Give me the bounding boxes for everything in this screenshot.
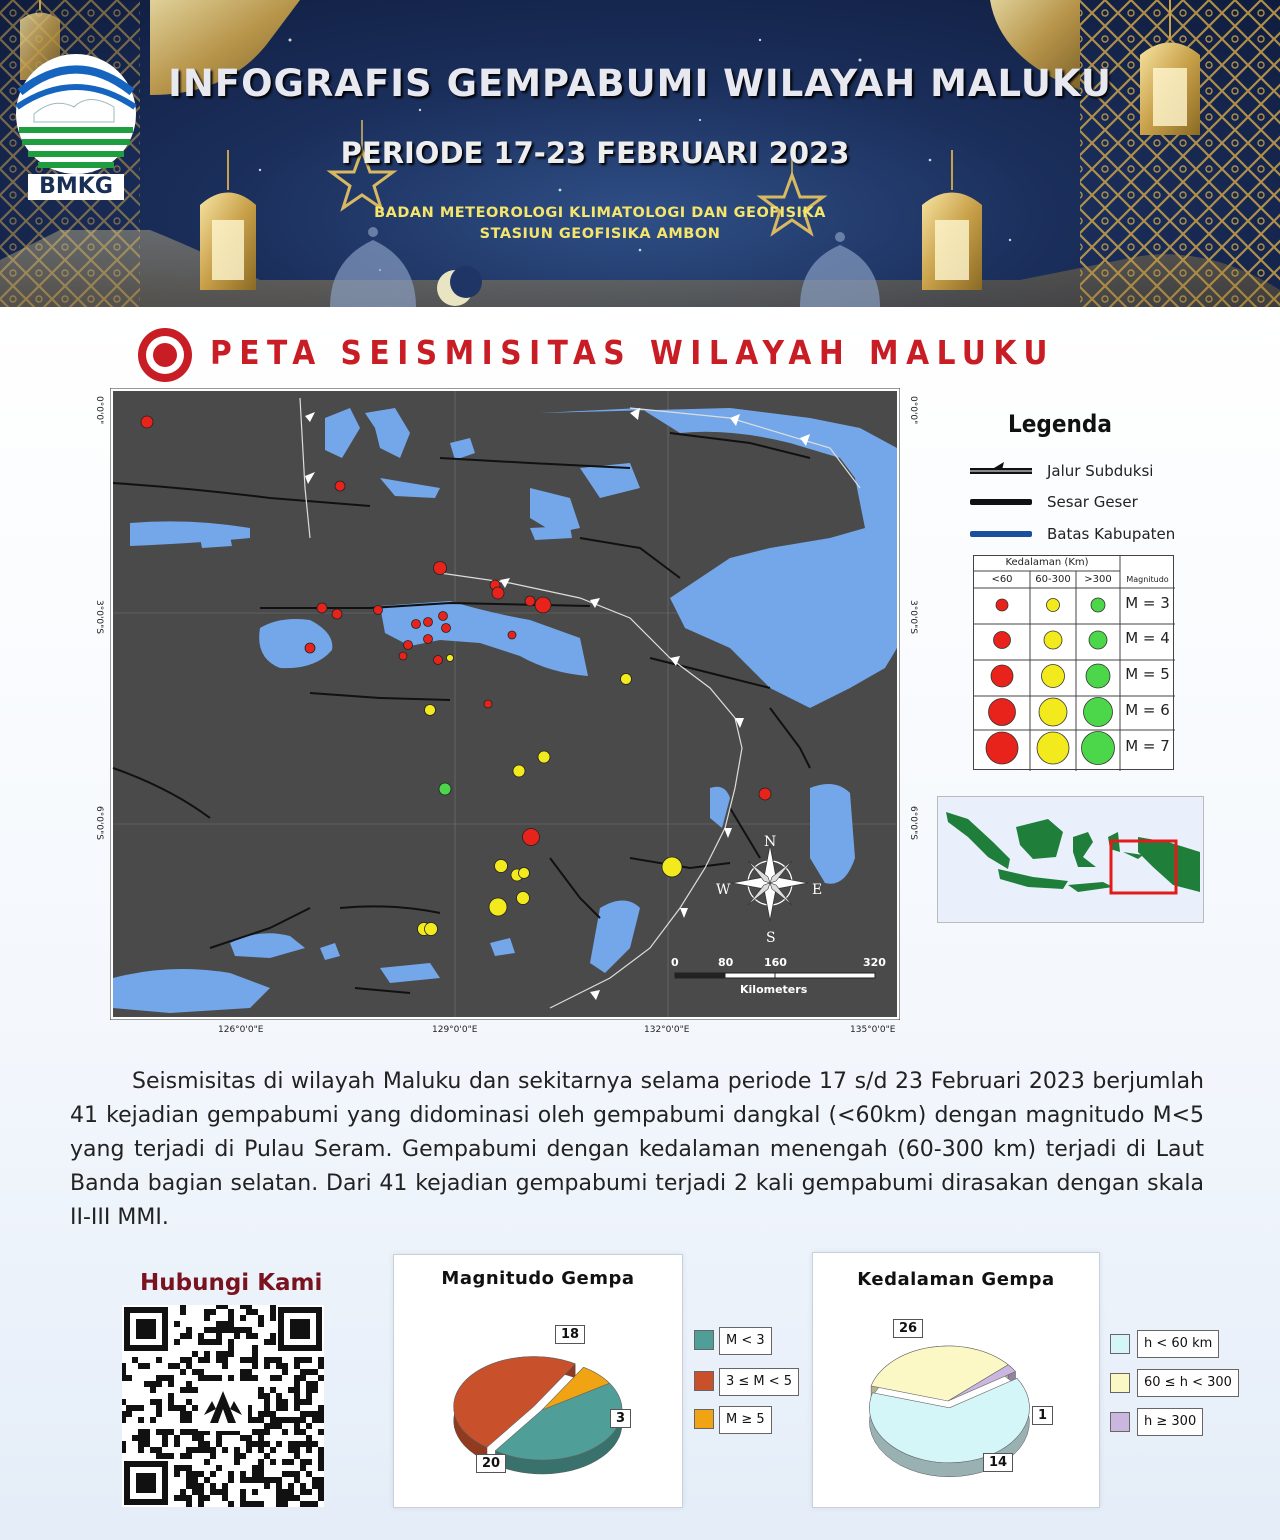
map-canvas bbox=[110, 388, 900, 1020]
qr-code[interactable] bbox=[122, 1305, 324, 1507]
lon-label-132: 132°0'0"E bbox=[644, 1025, 690, 1035]
mag-row-7: M = 7 bbox=[1125, 737, 1170, 755]
epicenter-intermediate bbox=[513, 765, 525, 777]
legend-item-subduction bbox=[970, 462, 1154, 484]
epicenter-shallow bbox=[399, 652, 407, 660]
legend-label-h-60-300: 60 ≤ h < 300 bbox=[1137, 1369, 1239, 1397]
legend-label-fault: Sesar Geser bbox=[1047, 493, 1138, 511]
epicenter-shallow bbox=[404, 641, 413, 650]
scale-tick-0: 0 bbox=[671, 956, 679, 969]
scale-tick-320: 320 bbox=[863, 956, 886, 969]
epicenter-shallow bbox=[374, 606, 383, 615]
compass-north: N bbox=[764, 834, 777, 850]
pie2-value-2: 1 bbox=[1032, 1406, 1053, 1425]
epicenter-intermediate bbox=[425, 705, 436, 716]
epicenter-shallow bbox=[535, 597, 551, 613]
lon-label-126: 126°0'0"E bbox=[218, 1025, 264, 1035]
epicenter-shallow bbox=[434, 562, 447, 575]
epicenter-shallow bbox=[305, 643, 315, 653]
epicenter-shallow bbox=[525, 596, 535, 606]
epicenter-intermediate bbox=[517, 892, 530, 905]
legend-label-boundary: Batas Kabupaten bbox=[1047, 525, 1176, 543]
legend-item-boundary bbox=[970, 525, 1176, 547]
epicenter-shallow bbox=[523, 829, 540, 846]
epicenter-intermediate bbox=[519, 868, 530, 879]
logo-text: BMKG bbox=[39, 174, 113, 199]
inset-map-canvas bbox=[938, 797, 1205, 924]
lat-label-3-left: 3°0'0"S bbox=[94, 600, 104, 635]
legend-item-fault bbox=[970, 493, 1138, 515]
depth-col-intermediate: 60-300 bbox=[1035, 574, 1071, 585]
lon-label-135: 135°0'0"E bbox=[850, 1025, 896, 1035]
mag-row-5: M = 5 bbox=[1125, 665, 1170, 683]
legend-label-subduction: Jalur Subduksi bbox=[1047, 462, 1154, 480]
epicenter-deep bbox=[439, 783, 451, 795]
pie2-value-1: 14 bbox=[983, 1453, 1013, 1472]
lat-label-0-right: 0°0'0" bbox=[908, 396, 918, 425]
mag-row-3: M = 3 bbox=[1125, 594, 1170, 612]
page-title: INFOGRAFIS GEMPABUMI WILAYAH MALUKU bbox=[168, 62, 1112, 105]
lat-label-0-left: 0°0'0" bbox=[94, 396, 104, 425]
subduction-symbol bbox=[970, 462, 1032, 480]
magnitude-pie-title: Magnitudo Gempa bbox=[441, 1268, 635, 1289]
summary-paragraph: Seismisitas di wilayah Maluku dan sekitarnya selama periode 17 s/d 23 Februari 2023 berjumlah 41 kejadian gempabumi yang didominasi oleh gempabumi dangkal (<60km) dengan magnitudo M<5 yang terjadi di Pulau Seram. Gempabumi dengan kedalaman menengah (60-300 km) terjadi di Laut Banda bagian selatan. Dari 41 kejadian gempabumi terjadi 2 kali gempabumi dirasakan dengan skala II-III MMI. bbox=[70, 1069, 1204, 1230]
epicenter-shallow bbox=[508, 631, 516, 639]
compass-west: W bbox=[716, 882, 731, 898]
bmkg-logo bbox=[14, 52, 138, 202]
magnitude-pie-chart bbox=[394, 1255, 684, 1509]
epicenter-shallow bbox=[492, 587, 504, 599]
target-icon bbox=[136, 326, 194, 384]
depth-col-deep: >300 bbox=[1084, 574, 1112, 585]
epicenter-intermediate bbox=[495, 860, 508, 873]
epicenter-intermediate bbox=[489, 898, 507, 916]
epicenter-shallow bbox=[412, 620, 421, 629]
legend-swatch-h-lt-60 bbox=[1110, 1334, 1130, 1354]
epicenter-shallow bbox=[332, 609, 342, 619]
legend-label-m-lt-3: M < 3 bbox=[719, 1327, 772, 1355]
contact-title[interactable]: Hubungi Kami bbox=[140, 1270, 323, 1296]
epicenter-intermediate bbox=[447, 655, 454, 662]
magnitude-pie-panel bbox=[393, 1254, 683, 1508]
scale-tick-80: 80 bbox=[718, 956, 734, 969]
depth-pie-chart bbox=[813, 1253, 1101, 1509]
compass-east: E bbox=[812, 882, 823, 898]
scale-bar bbox=[675, 973, 875, 978]
lat-label-6-right: 6°0'0"S bbox=[908, 806, 918, 841]
indonesia-inset-map bbox=[937, 796, 1204, 923]
epicenter-intermediate bbox=[621, 674, 632, 685]
legend-label-m-3-5: 3 ≤ M < 5 bbox=[719, 1368, 799, 1396]
mag-row-6: M = 6 bbox=[1125, 701, 1170, 719]
epicenter-shallow bbox=[439, 612, 448, 621]
lat-label-3-right: 3°0'0"S bbox=[908, 600, 918, 635]
scale-tick-160: 160 bbox=[764, 956, 787, 969]
section-title: PETA SEISMISITAS WILAYAH MALUKU bbox=[210, 333, 1055, 372]
epicenter-shallow bbox=[335, 481, 345, 491]
depth-pie-panel bbox=[812, 1252, 1100, 1508]
legend-swatch-h-60-300 bbox=[1110, 1373, 1130, 1393]
qr-code-image bbox=[122, 1305, 324, 1507]
fault-symbol bbox=[970, 493, 1032, 511]
station-name: STASIUN GEOFISIKA AMBON bbox=[479, 226, 721, 242]
legend-title: Legenda bbox=[1008, 410, 1112, 438]
depth-magnitude-legend bbox=[973, 555, 1174, 770]
epicenter-shallow bbox=[424, 618, 433, 627]
epicenter-shallow bbox=[434, 656, 443, 665]
legend-swatch-m-gte-5 bbox=[694, 1409, 714, 1429]
pie1-value-1: 20 bbox=[476, 1454, 506, 1473]
epicenter-shallow bbox=[442, 624, 451, 633]
legend-label-m-gte-5: M ≥ 5 bbox=[719, 1406, 772, 1434]
legend-label-h-lt-60: h < 60 km bbox=[1137, 1330, 1219, 1358]
compass-south: S bbox=[766, 930, 776, 946]
lon-label-129: 129°0'0"E bbox=[432, 1025, 478, 1035]
scale-unit: Kilometers bbox=[740, 983, 808, 996]
period-subtitle: PERIODE 17-23 FEBRUARI 2023 bbox=[340, 136, 850, 170]
epicenter-intermediate bbox=[425, 923, 438, 936]
legend-swatch-m-lt-3 bbox=[694, 1330, 714, 1350]
epicenter-intermediate bbox=[538, 751, 550, 763]
magnitude-header: Magnitudo bbox=[1126, 575, 1169, 584]
epicenter-shallow bbox=[484, 700, 492, 708]
mag-row-4: M = 4 bbox=[1125, 629, 1170, 647]
agency-name: BADAN METEOROLOGI KLIMATOLOGI DAN GEOFISIKA bbox=[374, 205, 826, 221]
epicenter-shallow bbox=[424, 635, 433, 644]
legend-swatch-m-3-5 bbox=[694, 1371, 714, 1391]
header-banner bbox=[0, 0, 1280, 307]
epicenter-shallow bbox=[759, 788, 771, 800]
boundary-symbol bbox=[970, 525, 1032, 543]
pie2-value-0: 26 bbox=[893, 1319, 923, 1338]
epicenter-intermediate bbox=[662, 857, 682, 877]
pie1-value-2: 3 bbox=[610, 1409, 631, 1428]
lat-label-6-left: 6°0'0"S bbox=[94, 806, 104, 841]
depth-col-shallow: <60 bbox=[991, 574, 1013, 585]
legend-swatch-h-gte-300 bbox=[1110, 1412, 1130, 1432]
legend-label-h-gte-300: h ≥ 300 bbox=[1137, 1408, 1203, 1436]
epicenter-shallow bbox=[141, 416, 153, 428]
depth-header: Kedalaman (Km) bbox=[1005, 557, 1089, 568]
depth-pie-title: Kedalaman Gempa bbox=[857, 1269, 1055, 1290]
epicenter-shallow bbox=[317, 603, 327, 613]
pie1-value-0: 18 bbox=[555, 1325, 585, 1344]
